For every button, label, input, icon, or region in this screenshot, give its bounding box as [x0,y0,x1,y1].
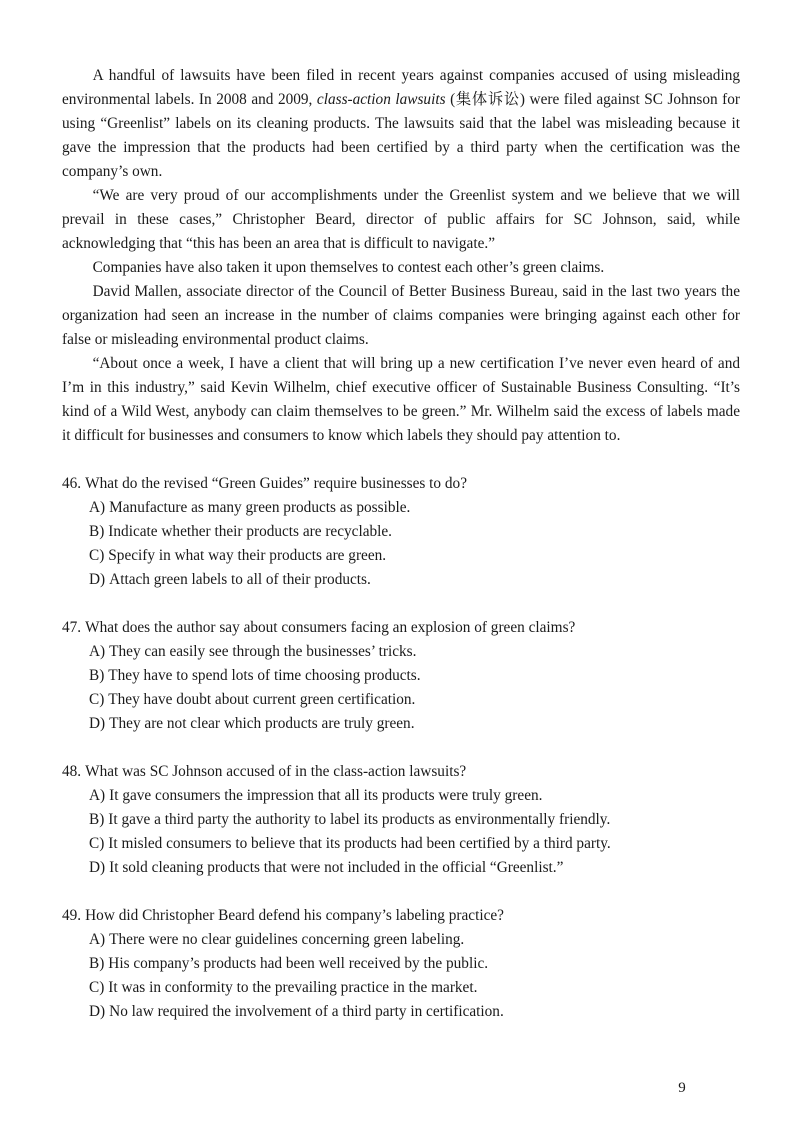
option-letter: B) [89,955,105,972]
question-number: 46. [62,475,82,492]
question-stem [62,760,740,784]
p1-text-before: A handful of lawsuits have been filed in recent years against companies accused of using misleading environmental labels. In 2008 and 2009, [62,67,740,108]
answer-option[interactable] [62,856,740,880]
question-stem [62,616,740,640]
question-number: 48. [62,763,82,780]
option-text: It gave consumers the impression that all its products were truly green. [109,787,543,804]
option-text: His company’s products had been well received by the public. [108,955,489,972]
option-text: Specify in what way their products are green. [108,547,387,564]
answer-option[interactable] [62,1000,740,1024]
answer-option[interactable] [62,928,740,952]
answer-option[interactable] [62,712,740,736]
option-letter: D) [89,1003,106,1020]
option-text: It misled consumers to believe that its products had been certified by a third party. [108,835,611,852]
passage-paragraph-5: “About once a week, I have a client that will bring up a new certification I’ve never even heard of and I’m in this industry,” said Kevin Wilhelm, chief executive officer of Sustainable Business Consulting. “It’s kind of a Wild West, anybody can claim themselves to be green.” Mr. Wilhelm said the excess of labels made it difficult for businesses and consumers to know which labels they should pay attention to. [62,355,740,444]
option-text: No law required the involvement of a third party in certification. [109,1003,504,1020]
option-letter: C) [89,979,105,996]
passage-paragraph-1 [62,64,740,184]
document-page [62,64,740,1048]
question-list [62,472,740,1024]
option-text: It sold cleaning products that were not included in the official “Greenlist.” [109,859,564,876]
answer-option[interactable] [62,976,740,1000]
question-47 [62,616,740,736]
passage-paragraph-2: “We are very proud of our accomplishments under the Greenlist system and we believe that we will prevail in these cases,” Christopher Beard, director of public affairs for SC Johnson, said, while acknowledging that “this has been an area that is difficult to navigate.” [62,187,740,252]
question-48 [62,760,740,880]
option-text: It gave a third party the authority to label its products as environmentally friendly. [108,811,611,828]
option-letter: D) [89,715,106,732]
passage-paragraph-3: Companies have also taken it upon themselves to contest each other’s green claims. [92,259,605,276]
option-letter: B) [89,667,105,684]
option-letter: C) [89,547,105,564]
option-letter: B) [89,523,105,540]
option-letter: D) [89,859,106,876]
question-text: What do the revised “Green Guides” require businesses to do? [85,475,467,492]
question-stem [62,472,740,496]
answer-option[interactable] [62,664,740,688]
question-text: What does the author say about consumers facing an explosion of green claims? [85,619,576,636]
option-text: They have to spend lots of time choosing products. [108,667,421,684]
question-number: 47. [62,619,82,636]
answer-option[interactable] [62,496,740,520]
option-text: Indicate whether their products are recyclable. [108,523,392,540]
question-49 [62,904,740,1024]
option-text: It was in conformity to the prevailing practice in the market. [108,979,478,996]
answer-option[interactable] [62,832,740,856]
p1-text-after: (集体诉讼) were filed against SC Johnson for using “Greenlist” labels on its cleaning products. The lawsuits said that the label was misleading because it gave the impression that the products had been certified by a third party when the certification was the company’s own. [62,91,741,180]
option-letter: B) [89,811,105,828]
option-text: Manufacture as many green products as possible. [109,499,411,516]
question-number: 49. [62,907,82,924]
reading-passage [62,64,740,448]
option-letter: C) [89,835,105,852]
option-text: They can easily see through the businesses’ tricks. [109,643,417,660]
option-letter: A) [89,931,106,948]
option-text: Attach green labels to all of their products. [109,571,371,588]
question-46 [62,472,740,592]
answer-option[interactable] [62,568,740,592]
question-text: What was SC Johnson accused of in the class-action lawsuits? [85,763,467,780]
question-stem [62,904,740,928]
p1-italic-term: class-action lawsuits [316,91,446,108]
question-text: How did Christopher Beard defend his company’s labeling practice? [85,907,504,924]
page-number: 9 [678,1080,686,1096]
option-letter: A) [89,643,106,660]
answer-option[interactable] [62,544,740,568]
answer-option[interactable] [62,688,740,712]
option-text: They are not clear which products are truly green. [109,715,415,732]
option-letter: A) [89,499,106,516]
answer-option[interactable] [62,952,740,976]
passage-paragraph-4: David Mallen, associate director of the Council of Better Business Bureau, said in the last two years the organization had seen an increase in the number of claims companies were bringing against each other for false or misleading environmental product claims. [62,283,740,348]
option-letter: C) [89,691,105,708]
option-letter: A) [89,787,106,804]
answer-option[interactable] [62,520,740,544]
answer-option[interactable] [62,640,740,664]
option-letter: D) [89,571,106,588]
option-text: There were no clear guidelines concerning green labeling. [109,931,465,948]
option-text: They have doubt about current green certification. [108,691,416,708]
answer-option[interactable] [62,784,740,808]
answer-option[interactable] [62,808,740,832]
